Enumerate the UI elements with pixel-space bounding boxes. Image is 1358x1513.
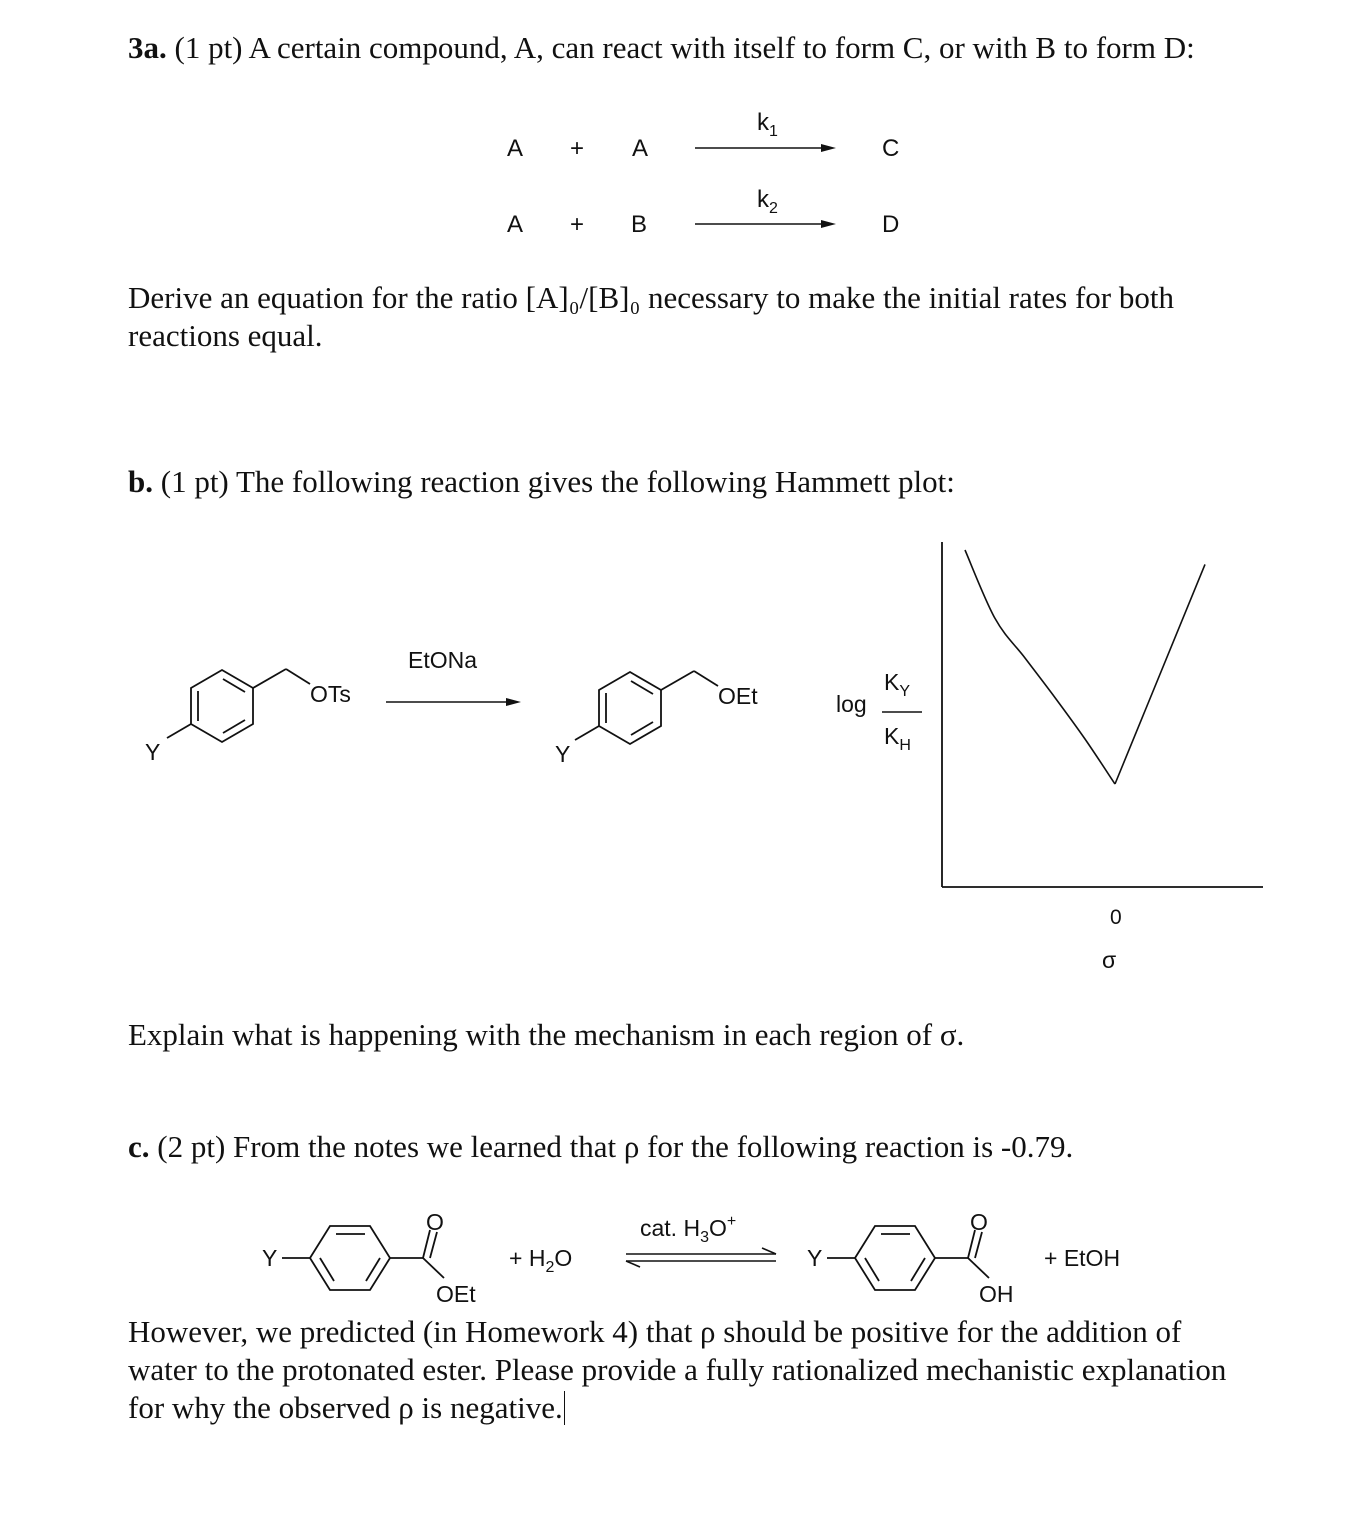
- benzene-ring-product: [575, 671, 718, 744]
- prompt-3a: [128, 279, 1174, 355]
- ethoxy-group: OEt: [436, 1281, 476, 1307]
- reactant-a: A: [507, 211, 524, 238]
- reactant-a: A: [632, 135, 649, 162]
- x-axis-sigma-label: σ: [1102, 947, 1117, 973]
- ethoxy-group: OEt: [718, 683, 758, 709]
- prompt-line-text: for why the observed ρ is negative.: [128, 1390, 563, 1425]
- tosylate-group: OTs: [310, 681, 351, 707]
- arrow-head: [821, 220, 836, 228]
- catalyst-label: cat. $H_3O^+$: [640, 1213, 737, 1246]
- prompt-line: reactions equal.: [128, 318, 323, 353]
- carbonyl-oxygen: O: [970, 1209, 988, 1235]
- question-label: c.: [128, 1129, 150, 1164]
- question-3b: [128, 464, 955, 500]
- y-axis-log-label: log: [836, 691, 867, 717]
- reaction-scheme-a: [0, 100, 1358, 250]
- rate-constant-k2: $k_2$: [757, 186, 778, 217]
- reactant-a: A: [507, 135, 524, 162]
- question-label: b.: [128, 464, 153, 499]
- substituent-y: Y: [262, 1245, 278, 1271]
- plus-sign: +: [570, 135, 585, 162]
- text-cursor[interactable]: [564, 1391, 565, 1425]
- hydroxyl-group: OH: [979, 1281, 1014, 1307]
- question-text: (1 pt) The following reaction gives the following Hammett plot:: [160, 464, 955, 499]
- benzene-ring-reactant: [167, 669, 310, 742]
- y-axis-numerator: $K_Y$: [884, 669, 911, 700]
- benzene-ring-acid: [827, 1226, 989, 1290]
- benzene-ring-ester: [282, 1226, 444, 1290]
- question-text: (2 pt) From the notes we learned that ρ for the following reaction is -0.79.: [157, 1129, 1074, 1164]
- reactant-b: B: [631, 211, 648, 238]
- water-reagent: + $H_2O$: [509, 1245, 573, 1276]
- prompt-3b: Explain what is happening with the mechanism in each region of σ.: [128, 1017, 965, 1052]
- substituent-y: Y: [807, 1245, 823, 1271]
- reaction-scheme-b: [0, 530, 1358, 990]
- plus-sign: +: [570, 211, 585, 238]
- ethanol-byproduct: + EtOH: [1044, 1245, 1121, 1271]
- prompt-line: However, we predicted (in Homework 4) that ρ should be positive for the addition of: [128, 1314, 1182, 1349]
- product-c: C: [882, 135, 900, 162]
- product-d: D: [882, 211, 900, 238]
- reaction-scheme-c: [0, 1200, 1358, 1310]
- curve-left-region: [965, 550, 1115, 784]
- arrow-head: [821, 144, 836, 152]
- x-tick-zero: 0: [1110, 906, 1122, 929]
- question-3c: [128, 1129, 1073, 1165]
- prompt-3c: [128, 1313, 1226, 1427]
- substituent-y: Y: [145, 739, 161, 765]
- carbonyl-oxygen: O: [426, 1209, 444, 1235]
- question-text: (1 pt) A certain compound, A, can react with itself to form C, or with B to form D:: [174, 30, 1195, 65]
- line-right-region: [1115, 564, 1205, 784]
- question-3a: [128, 30, 1195, 66]
- rate-constant-k1: $k_1$: [757, 109, 778, 140]
- equilibrium-arrows: [626, 1248, 776, 1267]
- prompt-line: Derive an equation for the ratio [A]₀/[B]₀ necessary to make the initial rates for both: [128, 280, 1174, 315]
- reagent-etona: EtONa: [408, 647, 478, 673]
- question-label: 3a.: [128, 30, 167, 65]
- arrow-head: [506, 698, 521, 706]
- substituent-y: Y: [555, 741, 571, 767]
- prompt-line: water to the protonated ester. Please provide a fully rationalized mechanistic explanation: [128, 1352, 1227, 1387]
- y-axis-denominator: $K_H$: [884, 723, 911, 754]
- prompt-line: [128, 1389, 1226, 1427]
